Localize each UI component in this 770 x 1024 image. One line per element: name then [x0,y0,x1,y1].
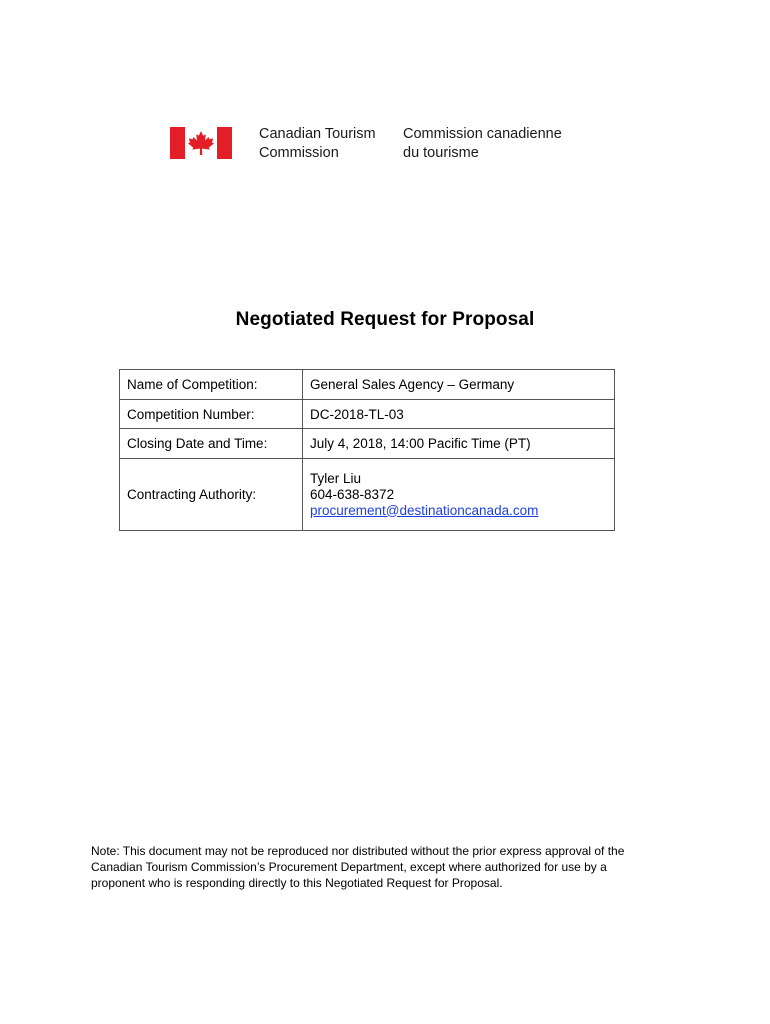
table-row [120,459,615,531]
competition-info-table [119,369,615,531]
distribution-note [91,843,691,891]
org-name-english-line2: Commission [259,145,339,161]
table-row [120,370,615,400]
document-title: Negotiated Request for Proposal [235,309,535,330]
org-name-english [259,125,376,163]
note-line: Note: This document may not be reproduced nor distributed without the prior express approval of the [91,844,625,858]
org-name-english-line1: Canadian Tourism [259,126,376,142]
competition-number-value: DC-2018-TL-03 [303,400,615,429]
contracting-authority-label: Contracting Authority: [120,459,303,531]
competition-name-value: General Sales Agency – Germany [303,370,615,400]
note-line: Canadian Tourism Commission’s Procurement Department, except where authorized for use by a [91,860,607,874]
canada-flag-icon [170,127,232,159]
closing-date-value: July 4, 2018, 14:00 Pacific Time (PT) [303,429,615,459]
contact-email-link[interactable]: procurement@destinationcanada.com [310,502,539,518]
competition-number-label: Competition Number: [120,400,303,429]
table-row [120,429,615,459]
competition-name-label: Name of Competition: [120,370,303,400]
table-row [120,400,615,429]
org-name-french [403,125,562,163]
contracting-authority-value [303,459,615,531]
org-name-french-line2: du tourisme [403,145,479,161]
note-line: proponent who is responding directly to this Negotiated Request for Proposal. [91,876,503,890]
contact-phone: 604-638-8372 [310,486,395,502]
closing-date-label: Closing Date and Time: [120,429,303,459]
org-name-french-line1: Commission canadienne [403,126,562,142]
contact-name: Tyler Liu [310,470,362,486]
